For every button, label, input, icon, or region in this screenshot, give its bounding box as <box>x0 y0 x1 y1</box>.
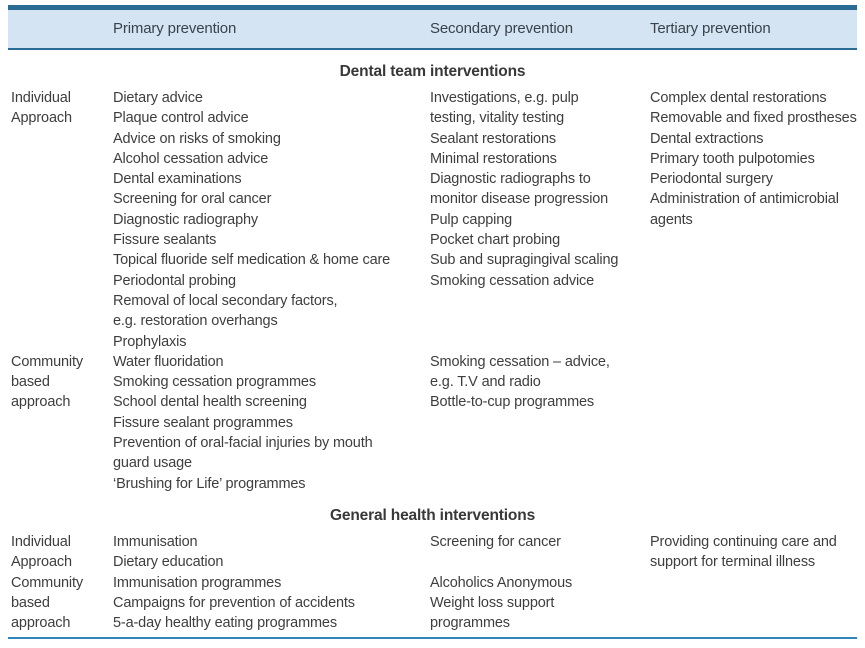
cell-line: Bottle-to-cup programmes <box>430 394 595 411</box>
table-header-row <box>8 5 857 50</box>
primary-prevention-cell <box>113 88 430 352</box>
cell-line: Periodontal surgery <box>650 171 773 188</box>
column-header-secondary-prevention: Secondary prevention <box>430 20 573 37</box>
cell-line: Approach <box>11 110 72 127</box>
cell-line: Providing continuing care and <box>650 533 837 550</box>
cell-line: Advice on risks of smoking <box>113 130 281 147</box>
cell-line: Diagnostic radiography <box>113 211 259 228</box>
cell-line: Smoking cessation – advice, <box>430 353 610 370</box>
column-header-tertiary-prevention: Tertiary prevention <box>650 20 771 37</box>
cell-line: Screening for cancer <box>430 533 561 550</box>
table-bottom-border <box>8 637 857 639</box>
cell-line: Weight loss support <box>430 594 555 611</box>
secondary-prevention-cell <box>430 532 650 573</box>
secondary-prevention-cell <box>430 88 650 352</box>
cell-line: Fissure sealant programmes <box>113 414 293 431</box>
cell-line: Dietary advice <box>113 90 203 106</box>
primary-prevention-cell <box>113 532 430 573</box>
secondary-prevention-cell <box>430 352 650 494</box>
approach-row-group <box>8 532 857 573</box>
cell-line: Minimal restorations <box>430 150 557 167</box>
section-title: Dental team interventions <box>339 63 526 80</box>
row-label-cell <box>11 352 113 494</box>
column-header-primary-prevention: Primary prevention <box>113 20 237 37</box>
row-label-cell <box>11 88 113 352</box>
cell-line: Investigations, e.g. pulp <box>430 90 579 106</box>
cell-line: Sub and supragingival scaling <box>430 252 619 269</box>
cell-line: e.g. restoration overhangs <box>113 313 278 330</box>
prevention-interventions-table <box>8 5 857 639</box>
cell-line: programmes <box>430 615 510 632</box>
cell-line: Community <box>11 574 83 591</box>
cell-line: testing, vitality testing <box>430 110 565 127</box>
cell-line: e.g. T.V and radio <box>430 374 541 391</box>
tertiary-prevention-cell <box>650 532 857 573</box>
cell-line: based <box>11 594 50 611</box>
cell-line: Individual <box>11 533 71 550</box>
cell-line: Alcohol cessation advice <box>113 150 269 167</box>
cell-line: Approach <box>11 554 72 571</box>
cell-line: Removable and fixed prostheses <box>650 110 857 127</box>
cell-line: approach <box>11 394 71 411</box>
cell-line: Primary tooth pulpotomies <box>650 150 815 167</box>
approach-row-group <box>8 88 857 352</box>
cell-line: based <box>11 374 50 391</box>
primary-prevention-cell <box>113 573 430 634</box>
cell-line: guard usage <box>113 455 192 472</box>
approach-row-group <box>8 573 857 634</box>
cell-line: 5-a-day healthy eating programmes <box>113 615 337 632</box>
cell-line: agents <box>650 211 693 228</box>
cell-line: Screening for oral cancer <box>113 191 272 208</box>
column-header-spacer <box>11 20 113 38</box>
cell-line: Water fluoridation <box>113 353 224 370</box>
cell-line: Campaigns for prevention of accidents <box>113 594 355 611</box>
cell-line: Diagnostic radiographs to <box>430 171 591 188</box>
cell-line: Fissure sealants <box>113 232 217 249</box>
cell-line: School dental health screening <box>113 394 307 411</box>
tertiary-prevention-cell <box>650 573 857 634</box>
cell-line: Smoking cessation programmes <box>113 374 316 391</box>
cell-line: Administration of antimicrobial <box>650 191 839 208</box>
cell-line: Sealant restorations <box>430 130 556 147</box>
approach-row-group <box>8 352 857 494</box>
cell-line: Alcoholics Anonymous <box>430 574 573 591</box>
tertiary-prevention-cell <box>650 88 857 352</box>
cell-line: Prophylaxis <box>113 333 187 350</box>
tertiary-prevention-cell <box>650 352 857 494</box>
primary-prevention-cell <box>113 352 430 494</box>
cell-line: support for terminal illness <box>650 554 816 571</box>
cell-line: Individual <box>11 90 71 106</box>
cell-line: Topical fluoride self medication & home care <box>113 252 391 269</box>
table-body <box>8 50 857 633</box>
cell-line: Dental extractions <box>650 130 764 147</box>
cell-line: Pulp capping <box>430 211 513 228</box>
section-title: General health interventions <box>329 506 536 524</box>
cell-line: Periodontal probing <box>113 272 236 289</box>
secondary-prevention-cell <box>430 573 650 634</box>
cell-line: Community <box>11 353 83 370</box>
cell-line: approach <box>11 615 71 632</box>
cell-line: Smoking cessation advice <box>430 272 595 289</box>
cell-line: ‘Brushing for Life’ programmes <box>113 475 306 492</box>
row-label-cell <box>11 573 113 634</box>
cell-line: Immunisation programmes <box>113 574 282 591</box>
cell-line: Complex dental restorations <box>650 90 827 106</box>
cell-line: Removal of local secondary factors, <box>113 292 338 309</box>
cell-line: Prevention of oral-facial injuries by mouth <box>113 435 373 452</box>
cell-line: monitor disease progression <box>430 191 609 208</box>
cell-line: Dental examinations <box>113 171 242 188</box>
cell-line: Immunisation <box>113 533 198 550</box>
cell-line: Dietary education <box>113 554 224 571</box>
row-label-cell <box>11 532 113 573</box>
cell-line: Pocket chart probing <box>430 232 560 249</box>
cell-line: Plaque control advice <box>113 110 249 127</box>
